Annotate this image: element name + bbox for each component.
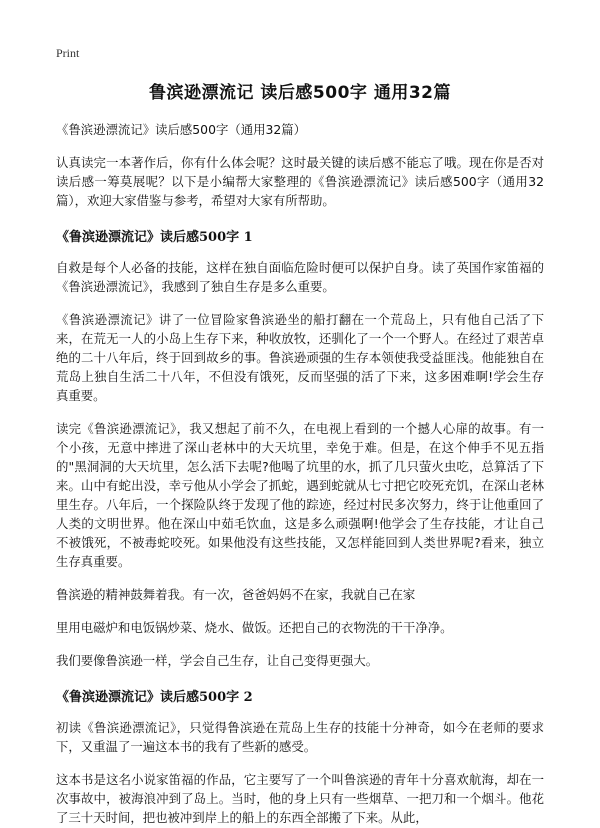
- print-link[interactable]: Print: [56, 46, 80, 60]
- section-2-paragraph-2: 这本书是这名小说家笛福的作品，它主要写了一个叫鲁滨逊的青年十分喜欢航海，却在一次事故中，被海浪冲到了岛上。当时，他的身上只有一些烟草、一把刀和一个烟斗。他花了三十天时间，把也被冲到岸上的船上的东西全部搬了下来。从此，: [56, 772, 544, 825]
- section-1-paragraph-6: 我们要像鲁滨逊一样，学会自己生存，让自己变得更强大。: [56, 653, 379, 668]
- section-1-paragraph-4: 鲁滨逊的精神鼓舞着我。有一次，爸爸妈妈不在家，我就自己在家: [56, 587, 416, 602]
- section-1-paragraph-3: 读完《鲁滨逊漂流记》，我又想起了前不久，在电视上看到的一个撼人心扉的故事。有一个小孩，无意中摔进了深山老林中的大天坑里，幸免于难。但是，在这个伸手不见五指的"黑洞洞的大天坑里，怎么活下去呢?他喝了坑里的水，抓了几只萤火虫吃，总算活了下来。山中有蛇出没，幸亏他从小学会了抓蛇，遇到蛇就从七寸把它咬死充饥，在深山老林里生存。八年后，一个探险队终于发现了他的踪迹，经过村民多次努力，终于让他重回了人类的文明世界。他在深山中茹毛饮血，这是多么顽强啊!他学会了生存技能，才让自己不被饿死，不被毒蛇咬死。如果他没有这些技能，又怎样能回到人类世界呢?看来，独立生存真重要。: [56, 421, 544, 569]
- section-1-paragraph-1: 自救是每个人必备的技能，这样在独自面临危险时便可以保护自身。读了英国作家笛福的《鲁滨逊漂流记》，我感到了独自生存是多么重要。: [56, 260, 544, 294]
- section-1-paragraph-5: 里用电磁炉和电饭锅炒菜、烧水、做饭。还把自己的衣物洗的干干净净。: [56, 620, 453, 635]
- intro-paragraph: 认真读完一本著作后，你有什么体会呢？这时最关键的读后感不能忘了哦。现在你是否对读后感一筹莫展呢？以下是小编帮大家整理的《鲁滨逊漂流记》读后感500字（通用32篇），欢迎大家借鉴与参考，希望对大家有所帮助。: [56, 155, 544, 208]
- section-heading-2: 《鲁滨逊漂流记》读后感500字 2: [56, 690, 253, 705]
- section-heading-1: 《鲁滨逊漂流记》读后感500字 1: [56, 230, 253, 245]
- section-1-paragraph-2: 《鲁滨逊漂流记》讲了一位冒险家鲁滨逊坐的船打翻在一个荒岛上，只有他自己活了下来，在荒无一人的小岛上生存下来，种收放牧，还驯化了一个一个野人。在经过了艰苦卓绝的二十八年后，终于回到故乡的事。鲁滨逊顽强的生存本领使我受益匪浅。他能独自在荒岛上独自生活二十八年，不但没有饿死，反而坚强的活了下来，这多困难啊!学会生存真重要。: [56, 312, 544, 403]
- document-title: 鲁滨逊漂流记 读后感500字 通用32篇: [149, 83, 451, 103]
- section-2-paragraph-1: 初读《鲁滨逊漂流记》，只觉得鲁滨逊在荒岛上生存的技能十分神奇，如今在老师的要求下，又重温了一遍这本书的我有了些新的感受。: [56, 720, 544, 754]
- document-subtitle: 《鲁滨逊漂流记》读后感500字（通用32篇）: [56, 122, 307, 137]
